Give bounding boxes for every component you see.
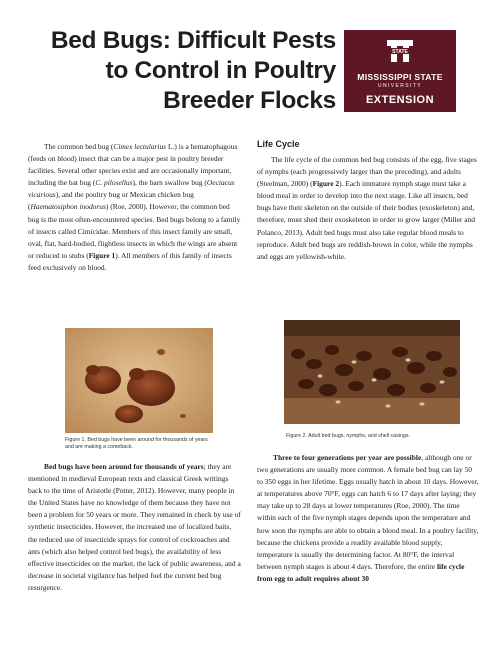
- history-paragraph: [28, 461, 242, 594]
- text-run: The common bed bug (: [44, 142, 114, 151]
- text-run: ). All members of this family of insects feed exclusively on blood.: [28, 250, 232, 272]
- intro-paragraph: [28, 141, 242, 274]
- logo-university-name: MISSISSIPPI STATE: [357, 72, 443, 82]
- figure-1-photo: [65, 328, 213, 433]
- bed-bugs-closeup-image: [65, 328, 213, 433]
- section-heading-life-cycle: Life Cycle: [257, 139, 300, 149]
- figure-2-photo: [284, 320, 460, 424]
- text-run: ; they are mentioned in medieval European texts and classical Greek writings back to the time of Aristotle (Potter, 2012). However, many people in the United States have no knowledge of them because they have not been a problem for 50 years or more. They remained in check by use of synthetic insecticides. However, the increased use of localized baits, the reduced use of insecticide sprays for control of cockroaches and ants (which also helped control bed bugs), the availability of less effective insecticides on the market, the lack of public awareness, and a decrease in societal vigilance has helped fuel the current bed bug resurgence.: [28, 462, 241, 592]
- life-cycle-paragraph: [257, 154, 479, 263]
- species-name: Haematosiphon inodorus: [30, 202, 106, 212]
- text-run: , although one or two generations are usually more common. A female bed bug can lay 50 to 350 eggs in her lifetime. Eggs usually hatch in about 10 days. However, at temperatures above 70°F, eggs can hatch 6 to 17 days after laying; they may take up to 28 days at lower temperatures (Roe, 2000). The time within each of the five nymph stages depends upon the temperature and how soon the nymphs are able to obtain a blood meal. In a poultry facility, because the chickens provide a readily available blood supply, temperature is usually the determining factor. At 80°F, the interval between nymph stages is about 4 days. Therefore, the entire: [257, 453, 479, 571]
- text-run: ). Each immature nymph stage must take a blood meal in order to develop into the next stage. Like all insects, bed bugs have their skeleton on the outside of their bodies (exoskeleton) and, therefore, must shed their exoskeleton in order to grow larger (Miller and Polanco, 2013). Adult bed bugs must also take regular blood meals to reproduce. Adult bed bugs are reddish-brown in color, while the nymphs and eggs are yellowish-white.: [257, 179, 475, 261]
- text-run: The life cycle of the common bed bug consists of the egg, five stages of nymphs (each progressively larger than the preceding), and adults (Steelman, 2000) (: [257, 155, 477, 189]
- page-title: [40, 26, 336, 116]
- paragraph-lead: Three to four generations per year are possible: [273, 453, 422, 462]
- text-run: ), and the poultry bug or Mexican chicken bug (: [28, 190, 194, 212]
- emphasis-text: life cycle from egg to adult requires about 30: [257, 561, 465, 583]
- species-name: Cimex lectularius: [113, 142, 167, 151]
- seal-text: STATE: [392, 48, 408, 55]
- species-name: Oeciacus vicarious: [28, 178, 235, 200]
- msu-extension-logo: [344, 30, 456, 112]
- title-line: to Control in Poultry: [105, 57, 336, 84]
- text-run: ) (Roe, 2000). However, the common bed bug is the most often-encountered species. Bed bugs belong to a family of insects called Cimicidae. Members of this insect family are small, oval, flat, hard-bodied, flightless insects in which the wings are absent or reduced to stubs (: [28, 202, 241, 260]
- title-line: Bed Bugs: Difficult Pests: [50, 27, 336, 54]
- text-run: L.) is a hematophagous (feeds on blood) insect that can be a major pest in poultry breeder facilities. Several other species exist and are occasionally important, including the bat bug (: [28, 142, 238, 188]
- figure-1-caption: Figure 1. Bed bugs have been around for thousands of years and are making a comeback.: [65, 437, 208, 450]
- figure-2-caption: Figure 2. Adult bed bugs, nymphs, and shell casings.: [286, 433, 410, 439]
- figure-reference: Figure 1: [88, 250, 116, 260]
- title-line: Breeder Flocks: [163, 87, 336, 114]
- paragraph-lead: Bed bugs have been around for thousands of years: [44, 462, 204, 471]
- bed-bug-cluster-image: [284, 320, 460, 424]
- logo-university-label: UNIVERSITY: [377, 83, 422, 89]
- figure-reference: Figure 2: [312, 179, 340, 189]
- text-run: ), the barn swallow bug (: [132, 178, 207, 188]
- species-name: C. pilosellus: [95, 178, 133, 188]
- msu-seal-icon: [385, 36, 415, 66]
- generations-paragraph: [257, 452, 479, 585]
- logo-extension-label: EXTENSION: [365, 94, 435, 106]
